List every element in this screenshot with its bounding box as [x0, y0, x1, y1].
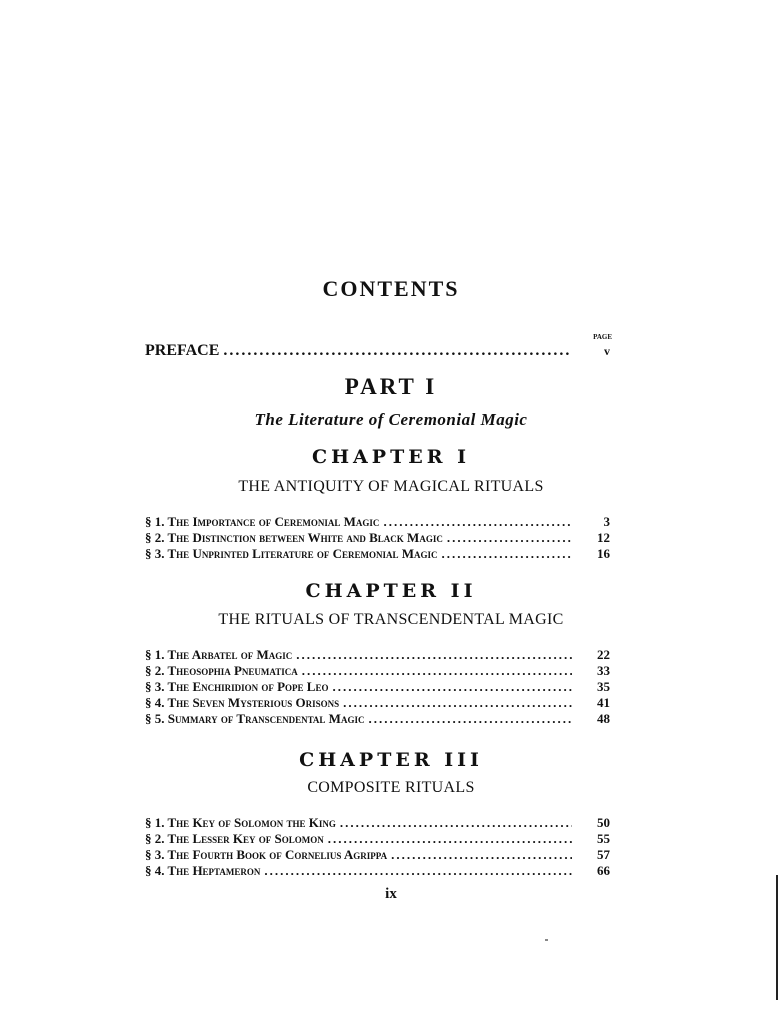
toc-entry-page: 55: [597, 831, 610, 846]
chapter-2-title: CHAPTER II: [305, 580, 477, 602]
dot-leader: [368, 711, 572, 726]
chapter-2-subtitle: THE RITUALS OF TRANSCENDENTAL MAGIC: [218, 611, 564, 628]
toc-entry-page: 41: [597, 695, 610, 710]
toc-entry-page: 48: [597, 711, 610, 726]
dot-leader: [264, 863, 572, 878]
dot-leader: [447, 530, 572, 545]
toc-entry-label: § 3. The Enchiridion of Pope Leo: [145, 679, 329, 694]
toc-entry-label: § 5. Summary of Transcendental Magic: [145, 711, 365, 726]
toc-entry-preface[interactable]: [145, 342, 610, 360]
page-number: ix: [385, 886, 397, 902]
toc-entry-label: § 4. The Seven Mysterious Orisons: [145, 695, 340, 710]
toc-entry-page: 22: [597, 647, 610, 662]
toc-entry-label: § 1. The Importance of Ceremonial Magic: [145, 514, 380, 529]
chapter-3-title: CHAPTER III: [299, 749, 483, 771]
toc-entry-page: 33: [597, 663, 610, 678]
toc-entry-label: § 2. The Lesser Key of Solomon: [145, 831, 324, 846]
toc-entry[interactable]: [145, 514, 610, 529]
chapter-3-subtitle: COMPOSITE RITUALS: [307, 779, 475, 796]
toc-entry-page: 50: [597, 815, 610, 830]
toc-entry-page: 35: [597, 679, 610, 694]
toc-entry[interactable]: [145, 647, 610, 662]
dot-leader: [383, 514, 572, 529]
dot-leader: [296, 647, 572, 662]
toc-entry[interactable]: [145, 831, 610, 846]
toc-entry[interactable]: [145, 546, 610, 561]
toc-entry[interactable]: [145, 847, 610, 862]
dot-leader: [332, 679, 572, 694]
toc-entry[interactable]: [145, 663, 610, 678]
toc-entry-page: 3: [603, 514, 610, 529]
chapter-1-subtitle: THE ANTIQUITY OF MAGICAL RITUALS: [238, 478, 544, 495]
toc-entry-label: § 3. The Fourth Book of Cornelius Agrippa: [145, 847, 388, 862]
dot-leader: [302, 663, 572, 678]
toc-entry-page: 12: [597, 530, 610, 545]
toc-entry-label: § 2. Theosophia Pneumatica: [145, 663, 298, 678]
page-title: CONTENTS: [322, 276, 460, 301]
toc-entry-label: PREFACE: [145, 342, 220, 359]
dot-leader: [391, 847, 572, 862]
dot-leader: [442, 546, 572, 561]
chapter-1-title: CHAPTER I: [311, 446, 470, 468]
toc-entry-label: § 1. The Key of Solomon the King: [145, 815, 336, 830]
dot-leader: [340, 815, 572, 830]
toc-entry[interactable]: [145, 815, 610, 830]
page-edge-line: [776, 875, 778, 1000]
toc-entry[interactable]: [145, 695, 610, 710]
part-subtitle: The Literature of Ceremonial Magic: [254, 410, 528, 429]
toc-entry-label: § 3. The Unprinted Literature of Ceremonial Magic: [145, 546, 438, 561]
dot-leader: [223, 342, 572, 360]
toc-entry[interactable]: [145, 679, 610, 694]
toc-entry-label: § 2. The Distinction between White and Black Magic: [145, 530, 443, 545]
scan-speck: [545, 939, 548, 941]
toc-entry-page: 16: [597, 546, 610, 561]
dot-leader: [343, 695, 572, 710]
toc-entry-page: v: [604, 344, 610, 358]
toc-entry-page: 57: [597, 847, 610, 862]
dot-leader: [328, 831, 572, 846]
part-title: PART I: [344, 374, 438, 399]
toc-entry[interactable]: [145, 863, 610, 878]
toc-entry[interactable]: [145, 711, 610, 726]
toc-entry-label: § 4. The Heptameron: [145, 863, 261, 878]
toc-entry-page: 66: [597, 863, 610, 878]
toc-entry[interactable]: [145, 530, 610, 545]
page-column-label: PAGE: [593, 333, 612, 341]
toc-entry-label: § 1. The Arbatel of Magic: [145, 647, 293, 662]
